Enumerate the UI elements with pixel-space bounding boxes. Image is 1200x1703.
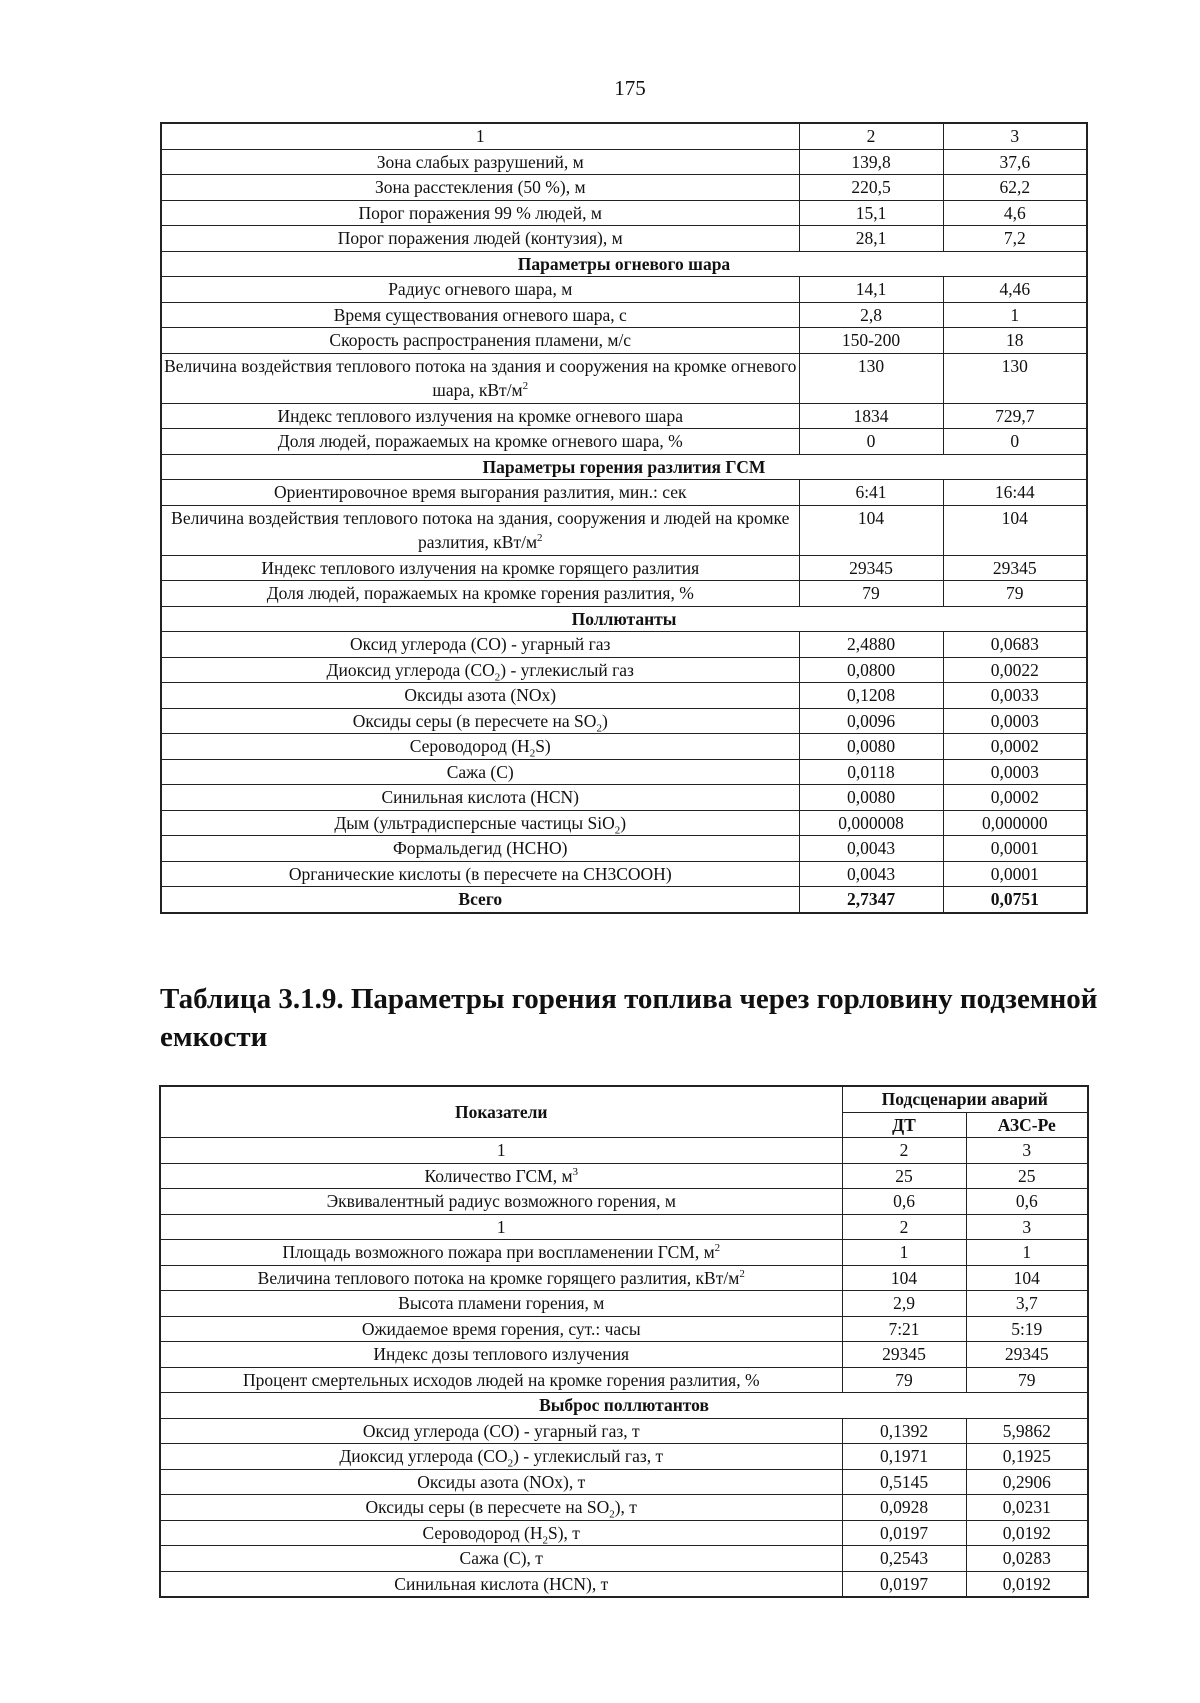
pollutant-name: Сажа (С), т	[459, 1548, 543, 1568]
indicator-cell	[161, 759, 799, 785]
pollutant-name: Диоксид углерода (СО	[339, 1446, 508, 1466]
table-row	[161, 175, 1087, 201]
value-cell-col2: 0,6	[842, 1189, 966, 1215]
pollutant-row	[161, 861, 1087, 887]
value-cell-col2: 130	[799, 353, 943, 403]
table-header-row	[160, 1086, 1088, 1112]
value-cell-col3: 16:44	[943, 480, 1087, 506]
column-number-row	[160, 1138, 1088, 1164]
value-cell-col3: 1	[966, 1240, 1088, 1266]
indicator-text: Величина воздействия теплового потока на здания и сооружения на кромке огневого шара, кВт/м	[164, 355, 797, 400]
value-cell-col2: 104	[842, 1265, 966, 1291]
value-cell-col2: 0,0118	[799, 759, 943, 785]
value-cell-col3: 0	[943, 429, 1087, 455]
table-row	[160, 1316, 1088, 1342]
indicator-text: Величина теплового потока на кромке горящего разлития, кВт/м	[257, 1267, 740, 1288]
total-label: Всего	[161, 887, 799, 913]
pollutant-name: Оксид углерода (СО) - угарный газ	[350, 634, 611, 654]
value-cell-col3: 0,0192	[966, 1571, 1088, 1597]
value-cell-col2: 1834	[799, 403, 943, 429]
pollutant-name: Оксид углерода (СО) - угарный газ, т	[362, 1420, 640, 1441]
value-cell-col3: 3,7	[966, 1291, 1088, 1317]
indicator-text: Количество ГСМ, м	[424, 1165, 573, 1186]
unit-superscript: 2	[537, 532, 543, 545]
value-cell-col2: 104	[799, 505, 943, 555]
table-row	[161, 581, 1087, 607]
value-cell-col3: 104	[966, 1265, 1088, 1291]
value-cell-col2: 28,1	[799, 226, 943, 252]
unit-superscript: 2	[739, 1267, 745, 1280]
combustion-parameters-table	[159, 1085, 1089, 1598]
pollutant-name: Оксиды азота (NOx)	[404, 685, 557, 705]
value-cell-col2: 2	[842, 1214, 966, 1240]
pollutant-row	[160, 1469, 1088, 1495]
table-row	[161, 555, 1087, 581]
table-row	[160, 1265, 1088, 1291]
indicator-cell	[160, 1495, 842, 1521]
pollutant-name: Оксиды серы (в пересчете на SO	[365, 1497, 610, 1517]
value-cell-col2: 2	[842, 1138, 966, 1164]
total-value-col3: 0,0751	[943, 887, 1087, 913]
pollutant-name-suffix: S), т	[547, 1522, 580, 1543]
formula-subscript: 2	[507, 1457, 514, 1470]
table-row	[161, 403, 1087, 429]
header-azs: АЗС-Ре	[966, 1112, 1088, 1138]
table-row	[161, 302, 1087, 328]
value-cell-col3: 7,2	[943, 226, 1087, 252]
pollutant-row	[161, 759, 1087, 785]
value-cell-col3: 729,7	[943, 403, 1087, 429]
pollutant-name-suffix: ) - углекислый газ	[500, 659, 634, 680]
value-cell-col2: 2,8	[799, 302, 943, 328]
header-scenarios: Подсценарии аварий	[842, 1086, 1088, 1112]
value-cell-col2: 0,0080	[799, 734, 943, 760]
pollutant-row	[160, 1495, 1088, 1521]
indicator-cell	[160, 1367, 842, 1393]
indicator-cell: Порог поражения 99 % людей, м	[161, 200, 799, 226]
value-cell-col2: 0,0800	[799, 657, 943, 683]
unit-superscript: 2	[522, 380, 529, 393]
header-indicators: Показатели	[160, 1086, 842, 1138]
indicator-cell: Время существования огневого шара, с	[161, 302, 799, 328]
pollutant-name: Синильная кислота (HCN), т	[394, 1573, 609, 1594]
table-row	[161, 328, 1087, 354]
value-cell-col3: 0,000000	[943, 810, 1087, 836]
pollutant-row	[160, 1571, 1088, 1597]
value-cell-col2: 1	[842, 1240, 966, 1266]
table-row	[161, 353, 1087, 403]
indicator-cell	[160, 1418, 842, 1444]
value-cell-col3: 37,6	[943, 149, 1087, 175]
value-cell-col3: 0,1925	[966, 1444, 1088, 1470]
indicator-cell: Зона расстекления (50 %), м	[161, 175, 799, 201]
indicator-cell	[160, 1265, 842, 1291]
value-cell-col2: 0,0043	[799, 836, 943, 862]
pollutant-row	[161, 632, 1087, 658]
value-cell-col3: 0,0001	[943, 861, 1087, 887]
pollutant-name: Сероводород (H	[422, 1522, 543, 1543]
formula-subscript: 2	[529, 747, 536, 760]
section-row-emission	[160, 1393, 1088, 1419]
indicator-cell: Индекс теплового излучения на кромке огневого шара	[161, 403, 799, 429]
table-row	[160, 1189, 1088, 1215]
pollutant-name: Диоксид углерода (СО	[326, 659, 495, 680]
total-value-col2: 2,7347	[799, 887, 943, 913]
value-cell-col2: 0,0080	[799, 785, 943, 811]
indicator-cell	[160, 1316, 842, 1342]
indicator-text: Эквивалентный радиус возможного горения, м	[326, 1191, 676, 1211]
table-row	[161, 480, 1087, 506]
value-cell-col2: 0,000008	[799, 810, 943, 836]
unit-superscript: 3	[572, 1165, 579, 1178]
value-cell-col3: 0,0231	[966, 1495, 1088, 1521]
value-cell-col2: 0,5145	[842, 1469, 966, 1495]
table-row	[161, 149, 1087, 175]
value-cell-col3: 104	[943, 505, 1087, 555]
section-title: Выброс поллютантов	[160, 1393, 1088, 1419]
indicator-cell	[161, 810, 799, 836]
value-cell-col2: 0	[799, 429, 943, 455]
value-cell-col3: 130	[943, 353, 1087, 403]
formula-subscript: 2	[596, 722, 602, 734]
value-cell-col2: 0,2543	[842, 1546, 966, 1572]
value-cell-col3: 79	[966, 1367, 1088, 1393]
indicator-cell: 1	[160, 1214, 842, 1240]
indicator-cell	[161, 836, 799, 862]
pollutant-row	[161, 785, 1087, 811]
table-row	[161, 226, 1087, 252]
formula-subscript: 2	[609, 1508, 615, 1521]
indicator-cell	[161, 632, 799, 658]
value-cell-col3: 0,0002	[943, 785, 1087, 811]
indicator-text: Площадь возможного пожара при воспламенении ГСМ, м	[282, 1242, 715, 1262]
section-row-spill	[161, 454, 1087, 480]
pollutant-name-suffix: )	[601, 710, 608, 731]
section-title: Параметры огневого шара	[161, 251, 1087, 277]
indicator-cell	[160, 1520, 842, 1546]
pollutant-name: Синильная кислота (HCN)	[381, 787, 580, 807]
value-cell-col2: 6:41	[799, 480, 943, 506]
table-row	[161, 277, 1087, 303]
table-row	[160, 1291, 1088, 1317]
value-cell-col2: 220,5	[799, 175, 943, 201]
value-cell-col2: 150-200	[799, 328, 943, 354]
value-cell-col2: 29345	[799, 555, 943, 581]
indicator-cell	[160, 1291, 842, 1317]
value-cell-col3: 25	[966, 1163, 1088, 1189]
indicator-cell: Скорость распространения пламени, м/с	[161, 328, 799, 354]
table-row	[161, 200, 1087, 226]
indicator-cell	[160, 1163, 842, 1189]
pollutant-name: Оксиды азота (NOx), т	[417, 1471, 586, 1492]
pollutant-row	[160, 1546, 1088, 1572]
indicator-text: Высота пламени горения, м	[398, 1293, 605, 1313]
value-cell-col2: 25	[842, 1163, 966, 1189]
indicator-cell: Доля людей, поражаемых на кромке горения разлития, %	[161, 581, 799, 607]
value-cell-col3: 0,2906	[966, 1469, 1088, 1495]
indicator-cell: Ориентировочное время выгорания разлития, мин.: сек	[161, 480, 799, 506]
value-cell-col2: 29345	[842, 1342, 966, 1368]
pollutant-name: Оксиды серы (в пересчете на SO	[352, 710, 597, 731]
table-row	[160, 1367, 1088, 1393]
indicator-cell	[161, 708, 799, 734]
table-row	[160, 1240, 1088, 1266]
value-cell-col2: 0,0928	[842, 1495, 966, 1521]
indicator-text: Процент смертельных исходов людей на кромке горения разлития, %	[242, 1369, 760, 1390]
value-cell-col3: 4,46	[943, 277, 1087, 303]
indicator-cell	[161, 657, 799, 683]
value-cell-col2: 2,9	[842, 1291, 966, 1317]
indicator-text: Индекс дозы теплового излучения	[373, 1344, 630, 1364]
section-row-fireball	[161, 251, 1087, 277]
indicator-cell	[161, 683, 799, 709]
column-number-row	[160, 1214, 1088, 1240]
value-cell-col3: 29345	[943, 555, 1087, 581]
indicator-cell	[160, 1240, 842, 1266]
value-cell-col2: 14,1	[799, 277, 943, 303]
pollutant-row	[160, 1444, 1088, 1470]
value-cell-col2: 2	[799, 123, 943, 149]
value-cell-col2: 0,0197	[842, 1571, 966, 1597]
results-table-continued	[160, 122, 1088, 914]
indicator-cell: Радиус огневого шара, м	[161, 277, 799, 303]
value-cell-col3: 0,0003	[943, 708, 1087, 734]
value-cell-col3: 3	[966, 1214, 1088, 1240]
value-cell-col3: 0,0002	[943, 734, 1087, 760]
pollutant-row	[161, 836, 1087, 862]
indicator-cell: Порог поражения людей (контузия), м	[161, 226, 799, 252]
page-number: 175	[614, 76, 646, 100]
value-cell-col3: 5:19	[966, 1316, 1088, 1342]
value-cell-col2: 139,8	[799, 149, 943, 175]
formula-subscript: 2	[494, 671, 501, 683]
indicator-cell	[161, 861, 799, 887]
value-cell-col2: 15,1	[799, 200, 943, 226]
value-cell-col3: 1	[943, 302, 1087, 328]
pollutant-name: Сажа (С)	[446, 761, 514, 782]
value-cell-col2: 0,0043	[799, 861, 943, 887]
indicator-cell	[161, 353, 799, 403]
header-dt: ДТ	[842, 1112, 966, 1138]
indicator-cell: 1	[160, 1138, 842, 1164]
total-row	[161, 887, 1087, 913]
value-cell-col3: 3	[943, 123, 1087, 149]
value-cell-col3: 79	[943, 581, 1087, 607]
indicator-cell	[160, 1469, 842, 1495]
formula-subscript: 2	[614, 824, 621, 836]
value-cell-col3: 0,0192	[966, 1520, 1088, 1546]
value-cell-col3: 29345	[966, 1342, 1088, 1368]
value-cell-col3: 0,0033	[943, 683, 1087, 709]
value-cell-col2: 0,1208	[799, 683, 943, 709]
pollutant-name: Сероводород (H	[409, 736, 530, 756]
pollutant-row	[160, 1418, 1088, 1444]
section-title: Поллютанты	[161, 606, 1087, 632]
formula-subscript: 2	[542, 1534, 548, 1546]
value-cell-col3: 0,0003	[943, 759, 1087, 785]
value-cell-col2: 7:21	[842, 1316, 966, 1342]
pollutant-name: Формальдегид (НСНО)	[393, 838, 568, 858]
value-cell-col2: 0,0197	[842, 1520, 966, 1546]
indicator-cell: Зона слабых разрушений, м	[161, 149, 799, 175]
value-cell-col3: 0,0001	[943, 836, 1087, 862]
pollutant-row	[161, 683, 1087, 709]
value-cell-col2: 0,1392	[842, 1418, 966, 1444]
value-cell-col2: 0,0096	[799, 708, 943, 734]
indicator-cell	[161, 734, 799, 760]
section-title: Параметры горения разлития ГСМ	[161, 454, 1087, 480]
indicator-cell	[160, 1189, 842, 1215]
indicator-cell	[160, 1546, 842, 1572]
table-row	[161, 505, 1087, 555]
value-cell-col3: 0,0283	[966, 1546, 1088, 1572]
value-cell-col3: 0,6	[966, 1189, 1088, 1215]
column-number-row	[161, 123, 1087, 149]
value-cell-col3: 5,9862	[966, 1418, 1088, 1444]
value-cell-col2: 79	[799, 581, 943, 607]
pollutant-name-suffix: ), т	[614, 1497, 637, 1517]
value-cell-col3: 0,0022	[943, 657, 1087, 683]
indicator-text: Ожидаемое время горения, сут.: часы	[361, 1318, 641, 1339]
pollutant-name-suffix: )	[620, 812, 627, 833]
indicator-cell	[161, 505, 799, 555]
pollutant-row	[160, 1520, 1088, 1546]
value-cell-col3: 4,6	[943, 200, 1087, 226]
value-cell-col3: 18	[943, 328, 1087, 354]
pollutant-name: Дым (ультрадисперсные частицы SiO	[334, 812, 615, 833]
pollutant-row	[161, 657, 1087, 683]
section-row-pollutants	[161, 606, 1087, 632]
pollutant-row	[161, 810, 1087, 836]
value-cell-col3: 3	[966, 1138, 1088, 1164]
indicator-cell: 1	[161, 123, 799, 149]
indicator-cell	[160, 1571, 842, 1597]
unit-superscript: 2	[714, 1242, 721, 1255]
value-cell-col2: 2,4880	[799, 632, 943, 658]
value-cell-col3: 62,2	[943, 175, 1087, 201]
indicator-cell	[160, 1444, 842, 1470]
pollutant-row	[161, 708, 1087, 734]
indicator-cell: Индекс теплового излучения на кромке горящего разлития	[161, 555, 799, 581]
indicator-text: Величина воздействия теплового потока на здания, сооружения и людей на кромке разлития, кВт/м	[171, 507, 790, 552]
value-cell-col2: 79	[842, 1367, 966, 1393]
table-caption: Таблица 3.1.9. Параметры горения топлива через горловину подземной емкости	[160, 983, 1098, 1053]
indicator-cell	[160, 1342, 842, 1368]
indicator-cell: Доля людей, поражаемых на кромке огневого шара, %	[161, 429, 799, 455]
table-row	[160, 1342, 1088, 1368]
pollutant-name: Органические кислоты (в пересчете на СН3СООН)	[288, 863, 672, 884]
pollutant-row	[161, 734, 1087, 760]
value-cell-col2: 0,1971	[842, 1444, 966, 1470]
pollutant-name-suffix: S)	[535, 736, 551, 756]
value-cell-col3: 0,0683	[943, 632, 1087, 658]
indicator-cell	[161, 785, 799, 811]
table-row	[160, 1163, 1088, 1189]
pollutant-name-suffix: ) - углекислый газ, т	[513, 1446, 664, 1466]
table-row	[161, 429, 1087, 455]
